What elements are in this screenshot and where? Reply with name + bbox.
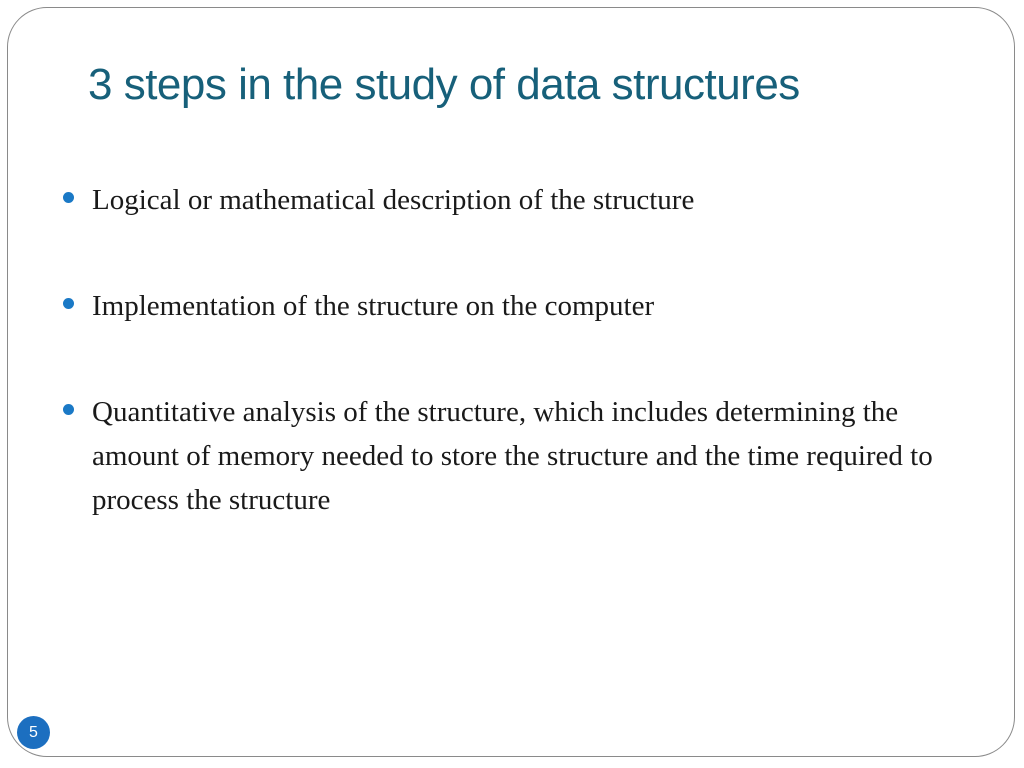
bullet-item — [58, 284, 988, 328]
bullet-dot-icon — [63, 404, 74, 415]
bullet-text: Quantitative analysis of the structure, which includes determining the amount of memory needed to store the structure and the time required to process the structure — [92, 396, 933, 516]
page-number-badge: 5 — [17, 716, 50, 749]
bullet-dot-icon — [63, 298, 74, 309]
bullet-list — [58, 178, 988, 522]
bullet-item — [58, 178, 988, 222]
bullet-item — [58, 390, 988, 522]
slide-title: 3 steps in the study of data structures — [88, 60, 800, 109]
bullet-text: Logical or mathematical description of the structure — [92, 184, 695, 216]
bullet-dot-icon — [63, 192, 74, 203]
bullet-text: Implementation of the structure on the computer — [92, 290, 655, 322]
